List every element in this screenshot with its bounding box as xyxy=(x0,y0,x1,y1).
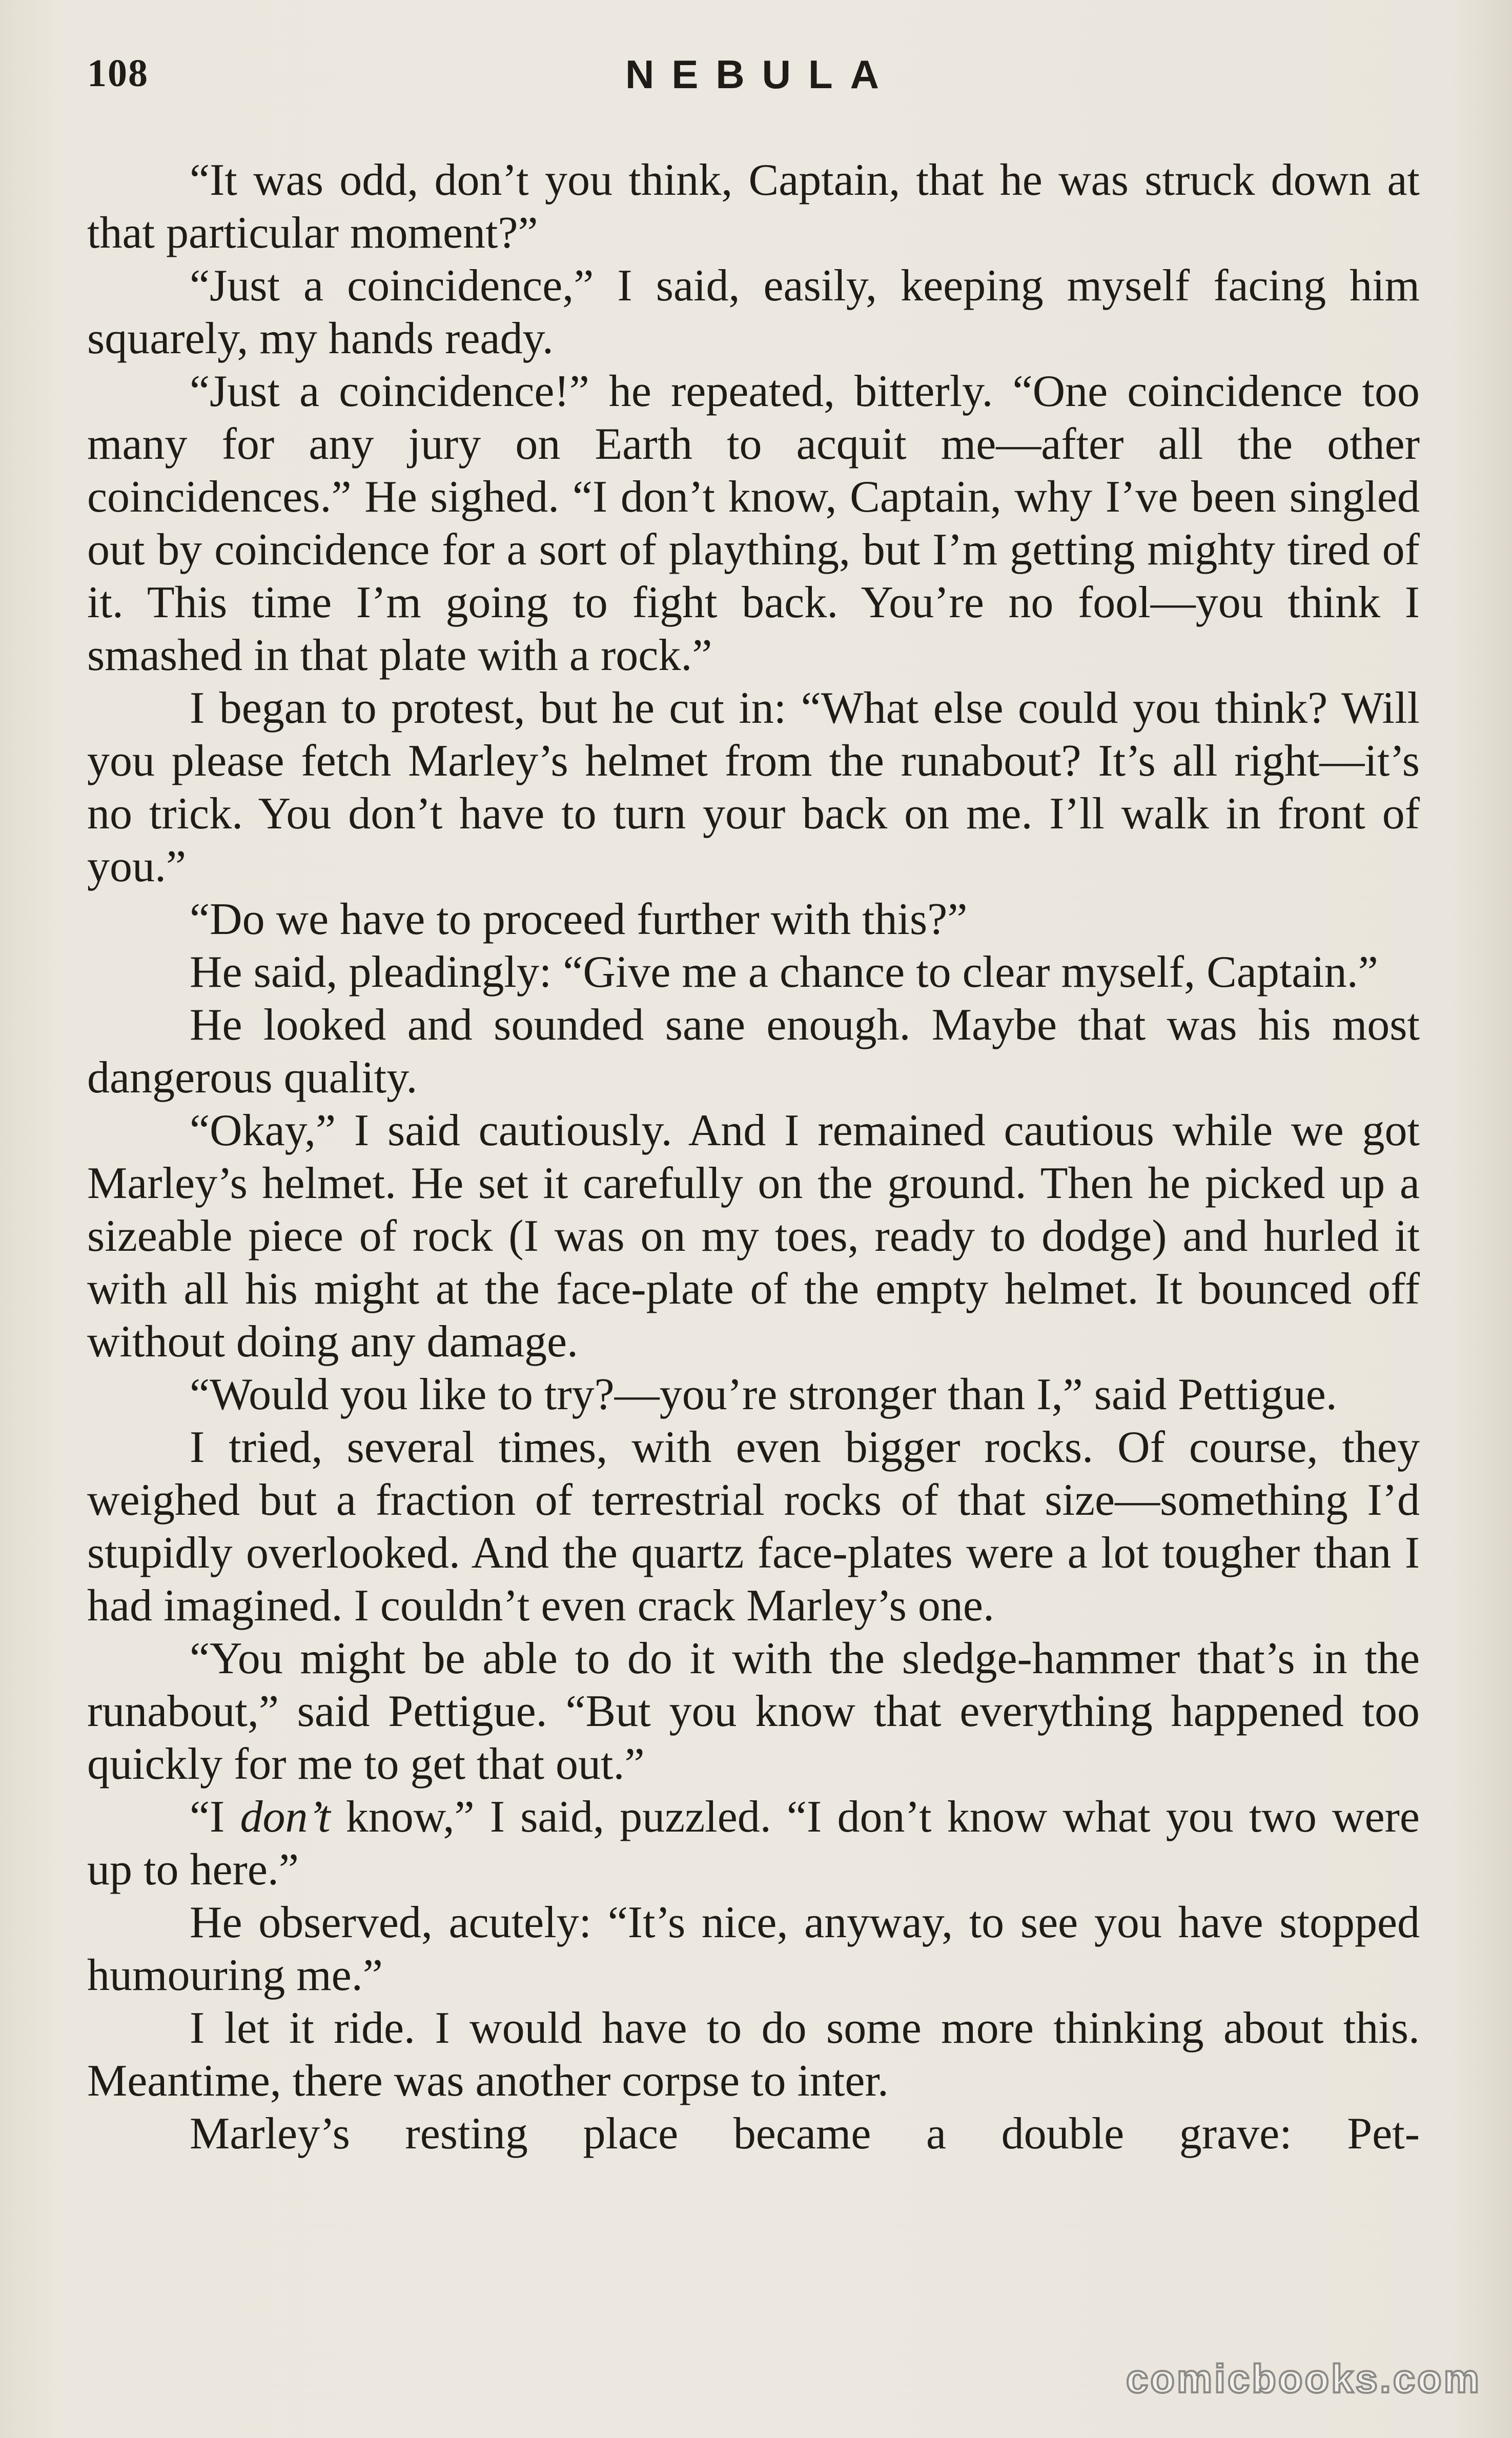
paragraph: “Do we have to proceed further with this?” xyxy=(190,895,968,944)
paragraph: I let it ride. I would have to do some more thinking about this. Meantime, there was another corpse to inter. xyxy=(87,2003,1420,2106)
paragraph: “Would you like to try?—you’re stronger than I,” said Pettigue. xyxy=(190,1370,1337,1419)
article-body xyxy=(87,154,1420,2160)
paragraph-continued: Marley’s resting place became a double grave: Pet- xyxy=(190,2109,1420,2159)
paragraph: He said, pleadingly: “Give me a chance to clear myself, Captain.” xyxy=(190,947,1378,997)
watermark: comicbooks.com xyxy=(1126,2356,1481,2401)
paragraph-with-emphasis xyxy=(87,1791,1420,1896)
paragraph: I began to protest, but he cut in: “What else could you think? Will you please fetch Marley’s helmet from the runabout? It’s all right—it’s no trick. You don’t have to turn your back on me. I’ll walk in front of you.” xyxy=(87,683,1420,891)
paragraph-text: know,” I said, puzzled. “I don’t know what you two were up to here.” xyxy=(87,1792,1420,1895)
paragraph: “Just a coincidence,” I said, easily, keeping myself facing him squarely, my hands ready. xyxy=(87,261,1420,363)
emphasized-word: don’t xyxy=(240,1792,331,1842)
paragraph: “It was odd, don’t you think, Captain, that he was struck down at that particular moment?” xyxy=(87,155,1420,258)
paragraph: He observed, acutely: “It’s nice, anyway, to see you have stopped humouring me.” xyxy=(87,1898,1420,2000)
page-number: 108 xyxy=(87,52,149,95)
paragraph: I tried, several times, with even bigger rocks. Of course, they weighed but a fraction of terrestrial rocks of that size—something I’d stupidly overlooked. And the quartz face-plates were a lot tougher than I had imagined. I couldn’t even crack Marley’s one. xyxy=(87,1423,1420,1631)
paragraph: “Okay,” I said cautiously. And I remained cautious while we got Marley’s helmet. He set it carefully on the ground. Then he picked up a sizeable piece of rock (I was on my toes, ready to dodge) and hurled it with all his might at the face-plate of the empty helmet. It bounced off without doing any damage. xyxy=(87,1106,1420,1367)
paragraph: He looked and sounded sane enough. Maybe that was his most dangerous quality. xyxy=(87,1000,1420,1103)
paragraph-text: “I xyxy=(190,1792,240,1842)
paragraph: “Just a coincidence!” he repeated, bitterly. “One coincidence too many for any jury on Earth to acquit me—after all the other coincidences.” He sighed. “I don’t know, Captain, why I’ve been singled out by coincidence for a sort of plaything, but I’m getting mighty tired of it. This time I’m going to fight back. You’re no fool—you think I smashed in that plate with a rock.” xyxy=(87,367,1420,680)
running-title: NEBULA xyxy=(625,52,896,97)
page-header xyxy=(87,51,1420,108)
paragraph: “You might be able to do it with the sledge-hammer that’s in the runabout,” said Pettigue. “But you know that everything happened too quickly for me to get that out.” xyxy=(87,1634,1420,1789)
